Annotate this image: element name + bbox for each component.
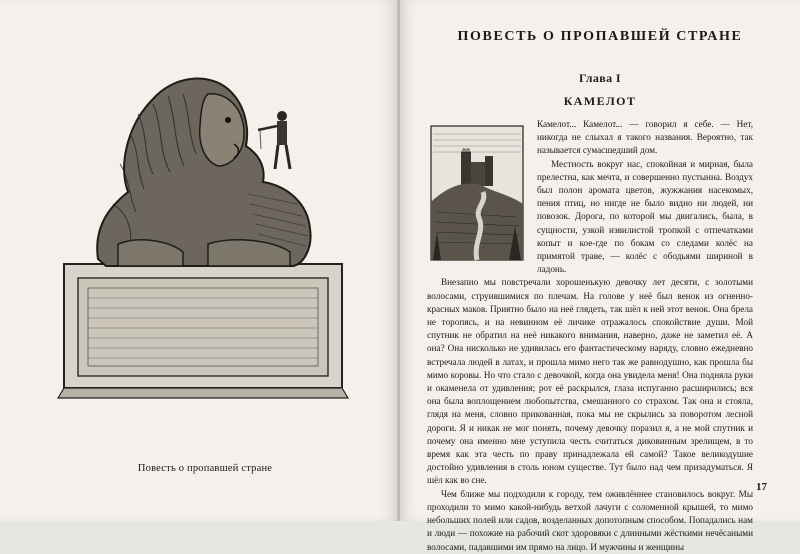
paragraph: Местность вокруг нас, спокойная и мирная, была прелестна, как мечта, и совершенно пустынна. Воздух был полон аромата цветов, жужжания насекомых, пения птиц, но нигде не было видно ни людей, ни повозок. Дорога, по которой мы двигались, была, в сущности, узкой извилистой тропкой с отпечатками копыт и кое-где по бокам со следами колёс на примятой траве, — колёс с ободьями шириной в ладонь. <box>537 158 753 275</box>
page-number: 17 <box>756 481 767 493</box>
vignette-spacer <box>427 118 537 268</box>
chapter-title: КАМЕЛОТ <box>563 94 637 108</box>
paragraph: Внезапно мы повстречали хорошенькую девочку лет десяти, с золотыми волосами, струившимися по плечам. На голове у неё был венок из огненно-красных маков. Приятно было на неё глядеть, так шёл к ней этот венок. Она брела не торопясь, и на невинном её личике отражалось спокойствие души. Мой спутник не обратил на неё никакого внимания, наверно, даже не заметил её. А она? Она нисколько не удивилась его фантастическому наряду, словно ежедневно встречала людей в латах, и прошла мимо него так же равнодушно, как прошла бы мимо коровы. Но что стало с девочкой, когда она увидела меня! Она подняла руки и окаменела от удивления; рот её раскрылся, глаза испуганно расширились; вся она была воплощением любопытства, смешанного со страхом. Так она и стояла, глядя на меня, словно прикованная, пока мы не скрылись за поворотом лесной дороги. Я и никак не мог понять, почему девочку поразил я, а не мой спутник и почему она именно мне уступила честь считаться диковинным зрелищем, в то время как эта честь по праву принадлежала ей самой? Такое великодушие достойно удивления в столь юном существе. Тут было над чем призадуматься. Я шёл как во сне. <box>427 277 753 486</box>
chapter-body-text <box>427 118 753 554</box>
paragraph: Чем ближе мы подходили к городу, тем оживлённее становилось вокруг. Мы проходили то мимо какой-нибудь ветхой лачуги с соломенной крышей, то мимо небольших полей или садов, возделанных допотопным способом. Попадались нам и люди — похожие на рабочий скот здоровяки с длинными жёсткими нечёсаными волосами, падавшими им прямо на лицо. И мужчины и женщины <box>427 488 753 552</box>
chapter-label: Глава I <box>579 71 621 85</box>
paragraph: Камелот... Камелот... — говорил я себе. — Нет, никогда не слыхал я такого названия. Вероятно, так называется сумасшедший дом. <box>537 119 753 156</box>
lion-statue-engraving <box>58 54 348 404</box>
right-page <box>400 0 800 552</box>
left-page-caption: Повесть о пропавшей стране <box>137 463 273 474</box>
left-page <box>0 0 398 521</box>
running-head: ПОВЕСТЬ О ПРОПАВШЕЙ СТРАНЕ <box>457 29 743 44</box>
